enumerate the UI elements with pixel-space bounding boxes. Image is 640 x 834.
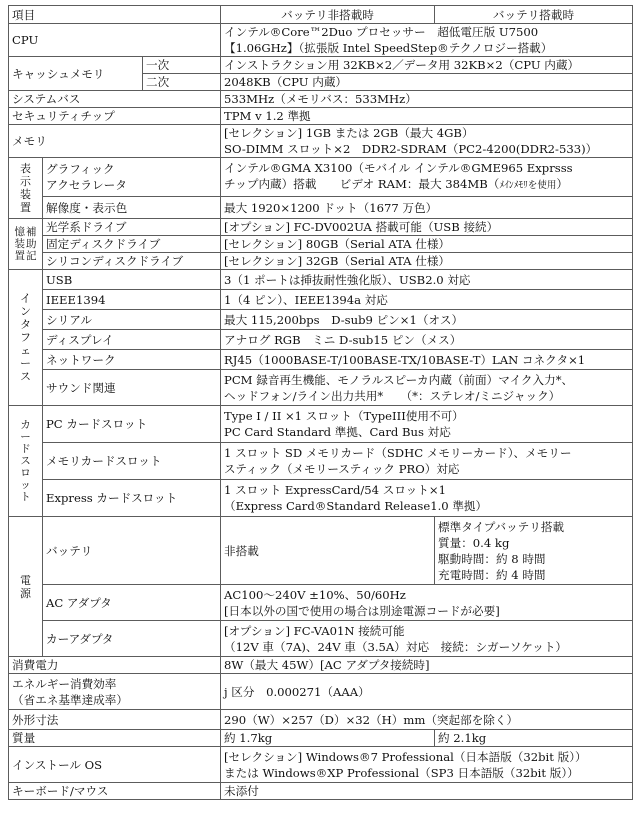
consumption-label: 消費電力 — [9, 657, 221, 674]
ac-adapter-line-2: [日本以外の国で使用の場合は別途電源コードが必要] — [224, 603, 500, 618]
express-card-line-2: （Express Card®Standard Release1.0 準拠） — [224, 499, 488, 513]
header-row — [9, 6, 633, 24]
dimensions-label: 外形寸法 — [9, 710, 221, 730]
cache-l1-label: 一次 — [143, 57, 221, 74]
memory-value — [221, 125, 633, 158]
cpu-line-1: インテル®Core™2Duo プロセッサー 超低電圧版 U7500 — [224, 25, 539, 39]
resolution-row — [9, 197, 633, 219]
graphics-label — [43, 158, 221, 197]
battery-with-line-2: 質量：0.4 kg — [438, 535, 510, 550]
memory-card-label: メモリカードスロット — [43, 443, 221, 480]
efficiency-label — [9, 674, 221, 710]
interface-group-label — [9, 270, 43, 406]
graphics-label-line-2: アクセラレータ — [46, 178, 127, 192]
usb-row — [9, 270, 633, 290]
graphics-line-2-main: チップ内蔵）搭載 ビデオ RAM：最大 384MB（ — [224, 177, 500, 191]
ieee1394-label: IEEE1394 — [43, 290, 221, 310]
cpu-row — [9, 24, 633, 57]
network-label: ネットワーク — [43, 350, 221, 370]
pc-card-label: PC カードスロット — [43, 406, 221, 443]
display-port-label: ディスプレイ — [43, 330, 221, 350]
weight-label: 質量 — [9, 730, 221, 747]
os-line-1: [セレクション] Windows®7 Professional（日本語版（32bit 版）） — [224, 749, 587, 764]
storage-group-text-b: 憶 装 置 — [14, 226, 25, 262]
ac-adapter-label: AC アダプタ — [43, 585, 221, 621]
efficiency-row — [9, 674, 633, 710]
consumption-value: 8W（最大 45W）[AC アダプタ接続時] — [221, 657, 633, 674]
security-chip-label: セキュリティチップ — [9, 108, 221, 125]
system-bus-row — [9, 91, 633, 108]
pc-card-row — [9, 406, 633, 443]
keyboard-label: キーボード/マウス — [9, 783, 221, 800]
ac-adapter-row — [9, 585, 633, 621]
serial-row — [9, 310, 633, 330]
cache-l1-row — [9, 57, 633, 74]
memory-card-value — [221, 443, 633, 480]
cache-l2-label: 二次 — [143, 74, 221, 91]
optical-value: [オプション] FC-DV002UA 搭載可能（USB 接続） — [221, 219, 633, 236]
header-without-battery: バッテリ非搭載時 — [221, 6, 435, 24]
cpu-line-2: 【1.06GHz】（拡張版 Intel SpeedStep®テクノロジー搭載） — [224, 41, 553, 55]
graphics-row — [9, 158, 633, 197]
display-group-label — [9, 158, 43, 219]
battery-row — [9, 517, 633, 585]
sound-label: サウンド関連 — [43, 370, 221, 406]
system-bus-label: システムバス — [9, 91, 221, 108]
storage-group-text-a: 補 助 記 — [26, 226, 37, 262]
optical-label: 光学系ドライブ — [43, 219, 221, 236]
consumption-row — [9, 657, 633, 674]
cpu-value — [221, 24, 633, 57]
serial-label: シリアル — [43, 310, 221, 330]
security-chip-value: TPM v 1.2 準拠 — [221, 108, 633, 125]
car-adapter-line-1: [オプション] FC-VA01N 接続可能 — [224, 623, 405, 638]
ac-adapter-line-1: AC100～240V ±10%、50/60Hz — [224, 587, 406, 602]
weight-row — [9, 730, 633, 747]
sound-line-1: PCM 録音再生機能、モノラルスピーカ内蔵（前面）マイク入力*、 — [224, 372, 574, 387]
dimensions-row — [9, 710, 633, 730]
ssd-value: [セレクション] 32GB（Serial ATA 仕様） — [221, 253, 633, 270]
ieee1394-row — [9, 290, 633, 310]
network-row — [9, 350, 633, 370]
sound-value — [221, 370, 633, 406]
battery-label: バッテリ — [43, 517, 221, 585]
network-value: RJ45（1000BASE-T/100BASE-TX/10BASE-T）LAN コネクタ×1 — [221, 350, 633, 370]
car-adapter-label: カーアダプタ — [43, 621, 221, 657]
display-port-value: アナログ RGB ミニ D-sub15 ピン（メス） — [221, 330, 633, 350]
resolution-value: 最大 1920×1200 ドット（1677 万色） — [221, 197, 633, 219]
spec-table — [8, 5, 633, 800]
efficiency-value: j 区分 0.000271（AAA） — [221, 674, 633, 710]
graphics-value — [221, 158, 633, 197]
ssd-row — [9, 253, 633, 270]
graphics-line-1: インテル®GMA X3100（モバイル インテル®GME965 Exprsss — [224, 161, 573, 175]
keyboard-value: 未添付 — [221, 783, 633, 800]
pc-card-line-1: Type I / II ×1 スロット（TypeIII使用不可） — [224, 409, 464, 423]
header-item: 項目 — [9, 6, 221, 24]
serial-value: 最大 115,200bps D-sub9 ピン×1（オス） — [221, 310, 633, 330]
interface-group-text: イ ン タ フ ェ ー ス — [20, 292, 31, 383]
battery-with-line-1: 標準タイプバッテリ搭載 — [438, 519, 565, 534]
card-slot-group-label — [9, 406, 43, 517]
sound-row — [9, 370, 633, 406]
express-card-label: Express カードスロット — [43, 480, 221, 517]
usb-label: USB — [43, 270, 221, 290]
battery-with-value — [435, 517, 633, 585]
pc-card-value — [221, 406, 633, 443]
cache-l2-value: 2048KB（CPU 内蔵） — [221, 74, 633, 91]
hdd-label: 固定ディスクドライブ — [43, 236, 221, 253]
graphics-line-2 — [224, 176, 629, 194]
power-group-label — [9, 517, 43, 657]
car-adapter-row — [9, 621, 633, 657]
os-row — [9, 747, 633, 783]
memory-card-line-2: スティック（メモリースティック PRO）対応 — [224, 462, 460, 476]
efficiency-label-line-2: （省エネ基準達成率） — [12, 692, 128, 707]
storage-group-label — [9, 219, 43, 270]
security-chip-row — [9, 108, 633, 125]
sound-line-2: ヘッドフォン/ライン出力共用* （*：ステレオ/ミニジャック） — [224, 388, 561, 403]
express-card-row — [9, 480, 633, 517]
ssd-label: シリコンディスクドライブ — [43, 253, 221, 270]
memory-label: メモリ — [9, 125, 221, 158]
card-slot-group-text: カ ー ド ス ロ ッ ト — [20, 419, 31, 503]
cpu-label: CPU — [9, 24, 221, 57]
graphics-line-2-note: ﾒｲﾝﾒﾓﾘを使用 — [499, 180, 557, 191]
pc-card-line-2: PC Card Standard 準拠、Card Bus 対応 — [224, 425, 451, 439]
battery-with-line-4: 充電時間：約 4 時間 — [438, 567, 546, 582]
graphics-line-2-end: ） — [556, 177, 569, 191]
efficiency-label-line-1: エネルギー消費効率 — [12, 676, 117, 691]
memory-row — [9, 125, 633, 158]
weight-without-value: 約 1.7kg — [221, 730, 435, 747]
memory-card-line-1: 1 スロット SD メモリカード（SDHC メモリーカード）、メモリー — [224, 446, 572, 460]
battery-without-value: 非搭載 — [221, 517, 435, 585]
header-with-battery: バッテリ搭載時 — [435, 6, 633, 24]
optical-row — [9, 219, 633, 236]
keyboard-row — [9, 783, 633, 800]
car-adapter-value — [221, 621, 633, 657]
hdd-value: [セレクション] 80GB（Serial ATA 仕様） — [221, 236, 633, 253]
os-value — [221, 747, 633, 783]
memory-line-1: [セレクション] 1GB または 2GB（最大 4GB） — [224, 126, 474, 140]
power-group-text: 電 源 — [20, 573, 31, 600]
memory-line-2: SO-DIMM スロット×2 DDR2-SDRAM（PC2-4200(DDR2-533)） — [224, 142, 598, 156]
car-adapter-line-2: （12V 車（7A)、24V 車（3.5A）対応 接続：シガーソケット） — [224, 639, 568, 654]
resolution-label: 解像度・表示色 — [43, 197, 221, 219]
os-label: インストール OS — [9, 747, 221, 783]
display-group-text: 表 示 装 置 — [20, 162, 31, 214]
weight-with-value: 約 2.1kg — [435, 730, 633, 747]
display-port-row — [9, 330, 633, 350]
battery-with-line-3: 駆動時間：約 8 時間 — [438, 551, 546, 566]
express-card-line-1: 1 スロット ExpressCard/54 スロット×1 — [224, 483, 446, 497]
dimensions-value: 290（W）×257（D）×32（H）mm（突起部を除く） — [221, 710, 633, 730]
ieee1394-value: 1（4 ピン）、IEEE1394a 対応 — [221, 290, 633, 310]
os-line-2: または Windows®XP Professional（SP3 日本語版（32bit 版）） — [224, 765, 579, 780]
ac-adapter-value — [221, 585, 633, 621]
memory-card-row — [9, 443, 633, 480]
graphics-label-line-1: グラフィック — [46, 162, 115, 176]
express-card-value — [221, 480, 633, 517]
usb-value: 3（1 ポートは挿抜耐性強化版）、USB2.0 対応 — [221, 270, 633, 290]
cache-l1-value: インストラクション用 32KB×2／データ用 32KB×2（CPU 内蔵） — [221, 57, 633, 74]
hdd-row — [9, 236, 633, 253]
cache-label: キャッシュメモリ — [9, 57, 143, 91]
system-bus-value: 533MHz（メモリバス：533MHz） — [221, 91, 633, 108]
